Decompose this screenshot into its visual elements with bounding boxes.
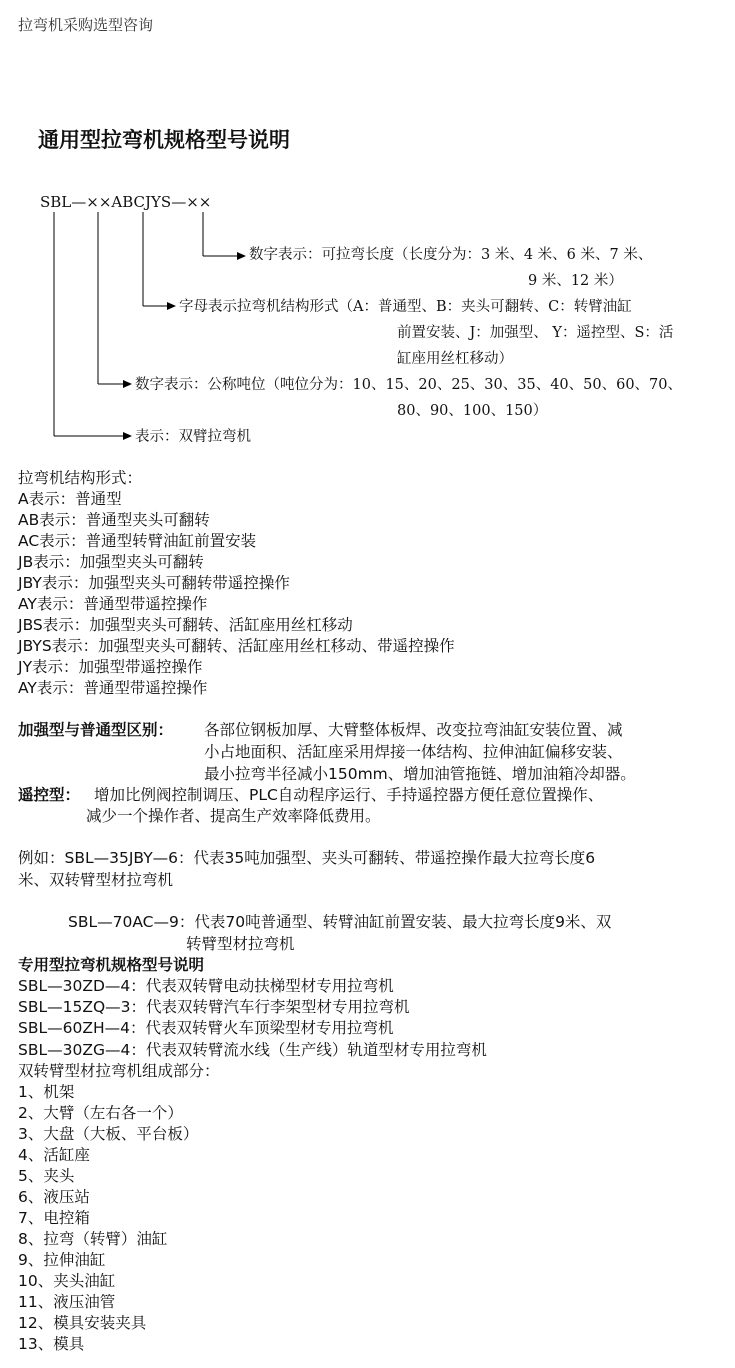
component-item: 2、大臂（左右各一个） — [18, 1104, 183, 1122]
remote-text-line2: 减少一个操作者、提高生产效率降低费用。 — [86, 807, 381, 825]
special-model-item: SBL—30ZD—4：代表双转臂电动扶梯型材专用拉弯机 — [18, 977, 394, 995]
structure-form-item: JBY表示：加强型夹头可翻转带遥控操作 — [18, 574, 290, 592]
arrow-icon — [167, 302, 176, 310]
components-heading: 双转臂型材拉弯机组成部分： — [18, 1062, 220, 1080]
structure-form-item: AB表示：普通型夹头可翻转 — [18, 511, 210, 529]
example-2-line1: SBL—70AC—9：代表70吨普通型、转臂油缸前置安装、最大拉弯长度9米、双 — [68, 913, 612, 931]
component-item: 13、模具 — [18, 1335, 85, 1353]
structure-form-item: JY表示：加强型带遥控操作 — [18, 658, 203, 676]
component-item: 5、夹头 — [18, 1167, 75, 1185]
diagram-length-line2: 9 米、12 米） — [528, 273, 623, 289]
structure-form-item: JB表示：加强型夹头可翻转 — [18, 553, 204, 571]
special-model-item: SBL—15ZQ—3：代表双转臂汽车行李架型材专用拉弯机 — [18, 998, 410, 1016]
diagram-structure-line1: 字母表示拉弯机结构形式（A：普通型、B：夹头可翻转、C：转臂油缸 — [179, 299, 632, 315]
structure-form-item: JBS表示：加强型夹头可翻转、活缸座用丝杠移动 — [18, 616, 353, 634]
difference-label: 加强型与普通型区别： — [18, 721, 174, 739]
component-item: 3、大盘（大板、平台板） — [18, 1125, 199, 1143]
remote-label: 遥控型： — [18, 786, 81, 804]
difference-text-line2: 小占地面积、活缸座采用焊接一体结构、拉伸油缸偏移安装、 — [204, 743, 623, 761]
example-2-line2: 转臂型材拉弯机 — [186, 935, 295, 953]
model-code: SBL—××ABCJYS—×× — [40, 193, 212, 211]
structure-form-item: AY表示：普通型带遥控操作 — [18, 679, 208, 697]
arrow-icon — [237, 252, 246, 260]
arrow-icon — [123, 380, 132, 388]
page-title: 拉弯机采购选型咨询 — [18, 16, 154, 34]
section-heading-special: 专用型拉弯机规格型号说明 — [18, 956, 205, 974]
diagram-tonnage-line1: 数字表示：公称吨位（吨位分为：10、15、20、25、30、35、40、50、60、70、 — [135, 377, 683, 393]
difference-text-line1: 各部位钢板加厚、大臂整体板焊、改变拉弯油缸安装位置、减 — [204, 721, 623, 739]
structure-form-item: AC表示：普通型转臂油缸前置安装 — [18, 532, 257, 550]
section-heading-general: 通用型拉弯机规格型号说明 — [38, 128, 290, 152]
diagram-structure-line2: 前置安装、J：加强型、 Y：遥控型、S：活 — [397, 325, 674, 341]
diagram-double-arm: 表示：双臂拉弯机 — [135, 429, 251, 445]
component-item: 9、拉伸油缸 — [18, 1251, 106, 1269]
component-item: 11、液压油管 — [18, 1293, 116, 1311]
structure-form-item: AY表示：普通型带遥控操作 — [18, 595, 208, 613]
diagram-tonnage-line2: 80、90、100、150） — [397, 403, 548, 419]
difference-text-line3: 最小拉弯半径减小150mm、增加油管拖链、增加油箱冷却器。 — [204, 765, 636, 783]
component-item: 8、拉弯（转臂）油缸 — [18, 1230, 168, 1248]
structure-form-item: A表示：普通型 — [18, 490, 122, 508]
component-item: 7、电控箱 — [18, 1209, 90, 1227]
arrow-icon — [123, 432, 132, 440]
structure-forms-heading: 拉弯机结构形式： — [18, 469, 143, 487]
example-1-line1: 例如：SBL—35JBY—6：代表35吨加强型、夹头可翻转、带遥控操作最大拉弯长度6 — [18, 849, 596, 867]
component-item: 10、夹头油缸 — [18, 1272, 116, 1290]
special-model-item: SBL—30ZG—4：代表双转臂流水线（生产线）轨道型材专用拉弯机 — [18, 1041, 487, 1059]
component-item: 4、活缸座 — [18, 1146, 90, 1164]
remote-text-line1: 增加比例阀控制调压、PLC自动程序运行、手持遥控器方便任意位置操作、 — [94, 786, 604, 804]
component-item: 6、液压站 — [18, 1188, 90, 1206]
structure-form-item: JBYS表示：加强型夹头可翻转、活缸座用丝杠移动、带遥控操作 — [18, 637, 455, 655]
example-1-line2: 米、双转臂型材拉弯机 — [18, 871, 174, 889]
diagram-structure-line3: 缸座用丝杠移动） — [397, 351, 513, 367]
special-model-item: SBL—60ZH—4：代表双转臂火车顶梁型材专用拉弯机 — [18, 1019, 394, 1037]
diagram-length-line1: 数字表示：可拉弯长度（长度分为：3 米、4 米、6 米、7 米、 — [249, 247, 653, 263]
component-item: 12、模具安装夹具 — [18, 1314, 147, 1332]
component-item: 1、机架 — [18, 1083, 75, 1101]
